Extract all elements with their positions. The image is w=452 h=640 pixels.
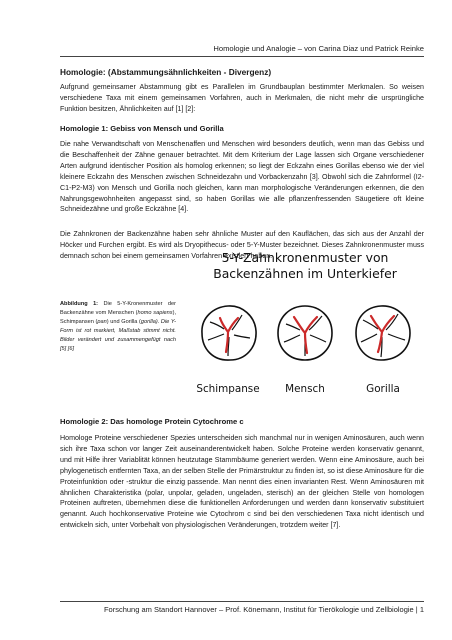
running-header: Homologie und Analogie – von Carina Diaz und Patrick Reinke — [213, 44, 424, 53]
caption-text: ), Schimpansen ( — [60, 309, 176, 325]
footer-rule — [60, 601, 424, 602]
caption-species-human: homo sapiens — [137, 309, 173, 316]
label-chimpanzee: Schimpanse — [196, 383, 260, 395]
section1-heading: Homologie 1: Gebiss von Mensch und Gorilla — [60, 124, 224, 133]
caption-species-gorilla: gorilla — [140, 318, 156, 325]
figure-title-line-2: Backenzähnen im Unterkiefer — [213, 266, 397, 281]
section2-heading: Homologie 2: Das homologe Protein Cytochrome c — [60, 417, 244, 426]
caption-text: Die 5-Y-Kronenmuster der Backenzähne vom Menschen ( — [60, 301, 177, 316]
label-human: Mensch — [285, 383, 325, 395]
running-footer: Forschung am Standort Hannover – Prof. Könemann, Institut für Tierökologie und Zellbiologie | 1 — [103, 605, 424, 614]
y-pattern-mark — [371, 316, 394, 352]
molar-crown-figure — [185, 244, 425, 406]
chimpanzee-molar-drawing — [198, 302, 260, 364]
figure-caption — [60, 300, 176, 353]
header-rule — [60, 56, 424, 57]
caption-text: ). Die Y-Form ist rot markiert, Maßstab stimmt nicht. Bilder verändert und zusammengefügt nach [5] [6] — [60, 318, 177, 352]
y-pattern-mark — [294, 317, 317, 353]
caption-species-chimp: pan — [97, 318, 107, 325]
gorilla-molar-drawing — [352, 302, 414, 364]
label-gorilla: Gorilla — [366, 383, 400, 395]
human-molar-drawing — [274, 302, 336, 364]
caption-label: Abbildung 1: — [60, 301, 99, 307]
figure-title — [185, 250, 425, 282]
figure-title-line-1: 5-Y-Zahnkronenmuster von — [221, 250, 389, 265]
section1-paragraph-2: Die Zahnkronen der Backenzähne haben sehr ähnliche Muster auf den Kauflächen, das sich aus der Anzahl der Höcker und Furchen ergibt. Es wird als Dryopithecus- oder 5-Y-Muster bezeichnet. Dieses Zahnkronenmuster muss demnach schon bei einem gemeinsamen Vorfahren existiert haben. — [60, 230, 424, 260]
intro-paragraph: Aufgrund gemeinsamer Abstammung gibt es Parallelen im Grundbauplan bestimmter Merkmalen. So weisen verschiedene Taxa mit einem gemeinsamen Vorfahren, auch in Merkmalen, die nicht mehr die ursprüngliche Funktion besitzen, Ähnlichkeiten auf [1] [2]: — [60, 83, 424, 113]
section2-paragraph: Homologe Proteine verschiedener Spezies unterscheiden sich manchmal nur in wenigen Aminosäuren, auch wenn sich ihre Taxa schon vor langer Zeit auseinanderentwickelt haben. Solche Proteine werden konservativ genannt, und mit Hilfe ihrer Variablität können heutzutage Stammbäume generiert werden. Wenn eine Aminosäure, auch bei phylogenetisch entfernten Taxa, an der selben Stelle der Primärstruktur zu finden ist, so ist diese Aminosäure für die Proteinfunktion oder -struktur die einzig passende. Man nennt dies einen invarianten Rest. Wenn Aminosäuren mit ähnlichen Charakteristika (polar, unpolar, geladen, ungeladen, sterisch) an der gleichen Stelle von homologen Proteinen auftreten, übernehmen diese die funktionellen Anforderungen und werden dann konservativ substituiert genannt. Auch hochkonservative Proteine wie Cytochrom c sind bei den verschiedenen Taxa nicht identisch und entwickeln sich, unter Vorbehalt von physiologischen Veränderungen, trotzdem weiter [7]. — [60, 434, 424, 530]
page-title: Homologie: (Abstammungsähnlichkeiten - Divergenz) — [60, 67, 272, 77]
section1-paragraph-1: Die nahe Verwandtschaft von Menschenaffen und Menschen wird besonders deutlich, wenn man das Gebiss und die Beschaffenheit der Zähne genauer betrachtet. Mit dem Kriterium der Lage lassen sich Organe verschiedener Arten aufgrund identischer Position als homolog erkennen; so liegt der Eckzahn eines Gorillas ebenso wie der viel kleinere Eckzahn des Menschen zwischen Schneidezahn und Vorbackenzahn [3]. Obwohl sich die Zahnformel (I2-C1-P2-M3) von Mensch und Gorilla noch gleichen, kann man morphologische Veränderungen erkennen, die den Nahrungsgewohnheiten angepasst sind, so haben Gorillas wie alle pflanzenfressenden Säugetiere oft kleine Schneidezähne und große Eckzähne [4]. — [60, 140, 424, 214]
caption-text: ) und Gorilla ( — [106, 318, 141, 325]
